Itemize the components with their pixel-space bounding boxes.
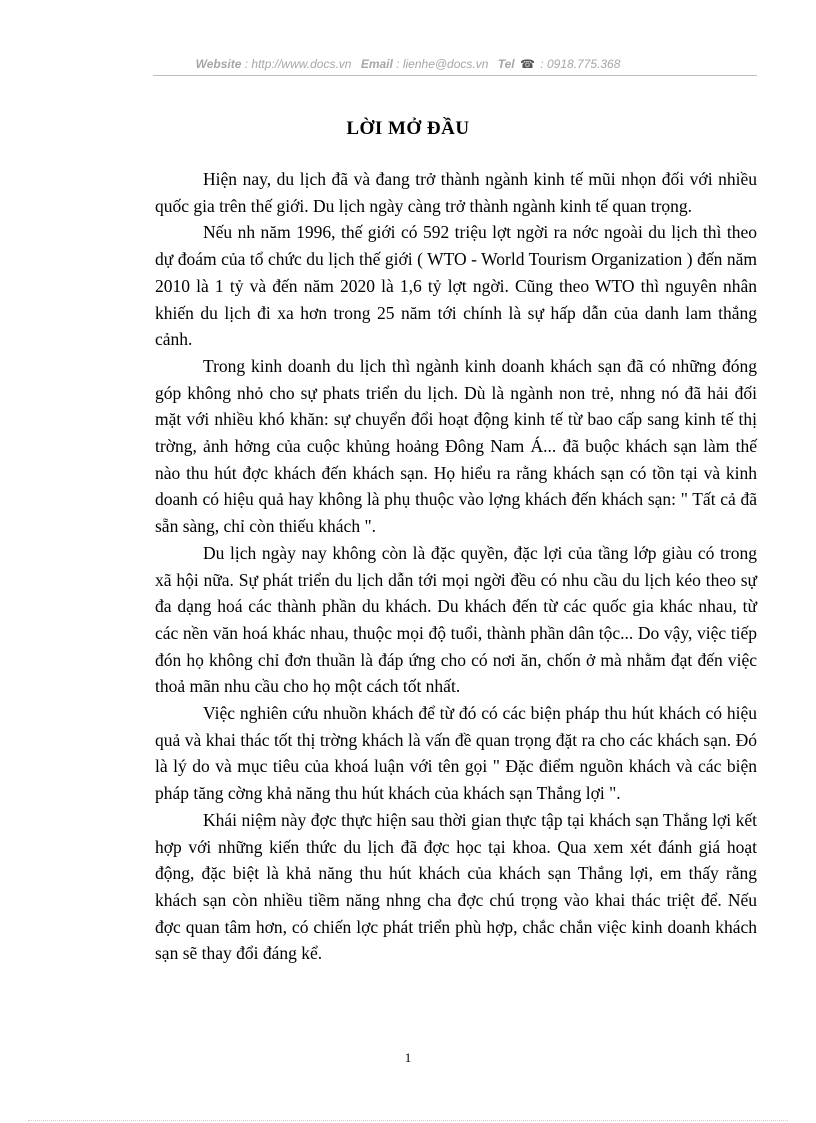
paragraph: Hiện nay, du lịch đã và đang trở thành ngành kinh tế mũi nhọn đối với nhiều quốc gia trên thế giới. Du lịch ngày càng trở thành ngành kinh tế quan trọng. [155,169,757,216]
document-body [155,166,757,967]
page-header [0,57,816,71]
paragraph: Trong kinh doanh du lịch thì ngành kinh doanh khách sạn đã có những đóng góp không nhỏ cho sự phats triển du lịch. Dù là ngành non trẻ, nhng nó đã hải đối mặt với nhiều khó khăn: sự chuyển đổi hoạt động kinh tế từ bao cấp sang kinh tế thị trờng, ảnh hởng của cuộc khủng hoảng Đông Nam Á... đã buộc khách sạn làm thế nào thu hút đợc khách đến khách sạn. Họ hiểu ra rằng khách sạn có tồn tại và kinh doanh có hiệu quả hay không là phụ thuộc vào lợng khách đến khách sạn: " Tất cả đã sẵn sàng, chỉ còn thiếu khách ". [155,355,757,537]
footer-divider [28,1120,788,1121]
paragraph: Việc nghiên cứu nhuồn khách để từ đó có các biện pháp thu hút khách có hiệu quả và khai thác tốt thị trờng khách là vấn đề quan trọng đặt ra cho các khách sạn. Đó là lý do và mục tiêu của khoá luận với tên gọi " Đặc điểm nguồn khách và các biện pháp tăng cờng khả năng thu hút khách của khách sạn Thắng lợi ". [155,703,757,804]
tel-number: : 0918.775.368 [540,57,621,71]
website-url[interactable]: : http://www.docs.vn [244,57,352,71]
email-label: Email [360,57,393,71]
paragraph: Nếu nh năm 1996, thế giới có 592 triệu lợt ngời ra nớc ngoài du lịch thì theo dự đoám của tổ chức du lịch thế giới ( WTO - World Tourism Organization ) đến năm 2010 là 1 tỷ và đến năm 2020 là 1,6 tỷ lợt ngời. Cũng theo WTO thì nguyên nhân khiến du lịch đi xa hơn trong 25 năm tới chính là sự hấp dẫn của danh lam thắng cảnh. [155,222,757,350]
header-divider [153,75,757,76]
website-label: Website [195,57,242,71]
paragraph: Du lịch ngày nay không còn là đặc quyền, đặc lợi của tầng lớp giàu có trong xã hội nữa. Sự phát triển du lịch dẫn tới mọi ngời đều có nhu cầu du lịch kéo theo sự đa dạng hoá các thành phần du khách. Du khách đến từ các quốc gia khác nhau, từ các nền văn hoá khác nhau, thuộc mọi độ tuổi, thành phần dân tộc... Do vậy, việc tiếp đón họ không chỉ đơn thuần là đáp ứng cho có nơi ăn, chốn ở mà nhằm đạt đến việc thoả mãn nhu cầu cho họ một cách tốt nhất. [155,542,757,697]
phone-icon: ☎ [520,57,535,71]
email-address[interactable]: : lienhe@docs.vn [396,57,489,71]
page-number: 1 [404,1050,412,1065]
tel-label: Tel [497,57,515,71]
page-title: LỜI MỞ ĐẦU [346,118,470,139]
paragraph: Khái niệm này đợc thực hiện sau thời gian thực tập tại khách sạn Thắng lợi kết hợp với những kiến thức du lịch đã đợc học tại khoa. Qua xem xét đánh giá hoạt động, đặc biệt là khả năng thu hút khách của khách sạn Thắng lợi, em thấy rằng khách sạn còn nhiều tiềm năng nhng cha đợc chú trọng vào khai thác triệt để. Nếu đợc quan tâm hơn, có chiến lợc phát triển phù hợp, chắc chắn việc kinh doanh khách sạn sẽ thay đổi đáng kể. [155,809,757,964]
